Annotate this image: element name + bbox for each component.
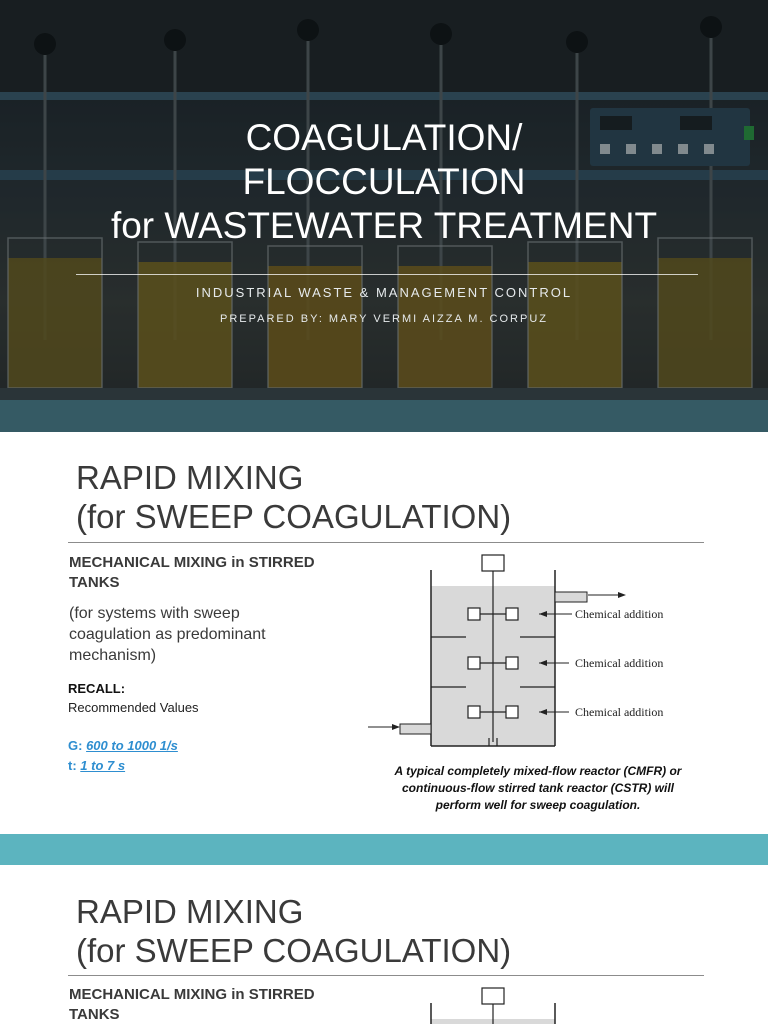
title-divider	[68, 542, 704, 543]
section-heading-line: TANKS	[69, 574, 120, 591]
title-line: COAGULATION/	[245, 117, 523, 158]
section-heading-line: MECHANICAL MIXING in STIRRED	[69, 986, 315, 1003]
slide-separator-band	[0, 834, 768, 865]
section-description	[69, 603, 319, 666]
title-divider	[76, 274, 698, 275]
slide-title-line: (for SWEEP COAGULATION)	[76, 932, 512, 969]
presentation-subtitle: INDUSTRIAL WASTE & MANAGEMENT CONTROL	[195, 285, 573, 300]
slide-title	[76, 892, 696, 970]
recall-label: RECALL:	[68, 681, 126, 696]
caption-line: perform well for sweep coagulation.	[435, 798, 641, 812]
presentation-title	[0, 116, 768, 248]
slide-title-line: RAPID MIXING	[76, 893, 304, 930]
rapid-mixing-slide-repeat	[0, 865, 768, 1024]
section-heading-line: TANKS	[69, 1006, 120, 1023]
diagram-caption	[370, 763, 706, 814]
t-parameter	[68, 758, 125, 773]
slide-title	[76, 458, 696, 536]
g-value-link[interactable]: 600 to 1000 1/s	[86, 738, 178, 753]
description-line: coagulation as predominant	[69, 626, 266, 643]
rapid-mixing-slide	[0, 432, 768, 834]
description-line: (for systems with sweep	[69, 605, 240, 622]
recommended-values-label: Recommended Values	[68, 700, 199, 715]
slide-title-line: (for SWEEP COAGULATION)	[76, 498, 512, 535]
slide-title-line: RAPID MIXING	[76, 459, 304, 496]
title-divider	[68, 975, 704, 976]
cstr-diagram-partial	[364, 985, 700, 1024]
section-heading	[69, 985, 359, 1024]
presentation-author: PREPARED BY: MARY VERMI AIZZA M. CORPUZ	[220, 313, 548, 325]
t-value-link[interactable]: 1 to 7 s	[80, 758, 126, 773]
chemical-addition-label: Chemical addition	[575, 607, 664, 621]
title-line: for WASTEWATER TREATMENT	[110, 205, 658, 246]
section-heading-line: MECHANICAL MIXING in STIRRED	[69, 554, 315, 571]
g-label: G:	[68, 738, 83, 753]
g-parameter	[68, 738, 178, 753]
description-line: mechanism)	[69, 647, 157, 664]
title-slide	[0, 0, 768, 432]
section-heading	[69, 553, 359, 593]
chemical-addition-label: Chemical addition	[575, 705, 664, 719]
chemical-addition-label: Chemical addition	[575, 656, 664, 670]
t-label: t:	[68, 758, 77, 773]
caption-line: A typical completely mixed-flow reactor (CMFR) or	[394, 764, 682, 778]
title-line: FLOCCULATION	[242, 161, 526, 202]
cstr-diagram	[364, 552, 700, 752]
caption-line: continuous-flow stirred tank reactor (CSTR) will	[401, 781, 675, 795]
